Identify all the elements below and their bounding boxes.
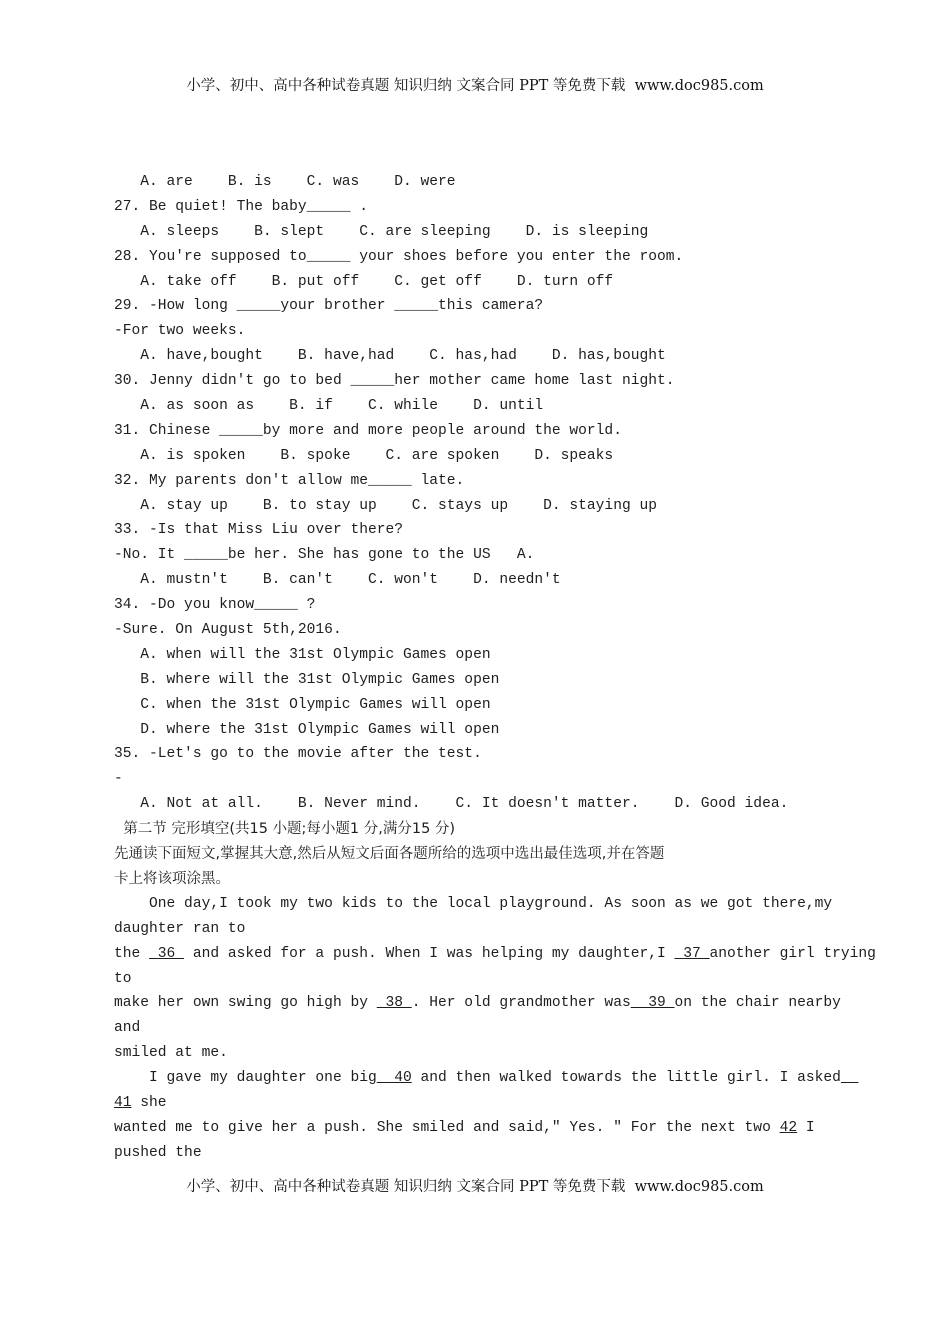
section-title: 第二节 完形填空(共15 小题;每小题1 分,满分15 分)	[114, 821, 456, 838]
passage-text: smiled at me.	[114, 1045, 228, 1062]
question-line: A. mustn't B. can't C. won't D. needn't	[114, 572, 561, 589]
question-line: 35. -Let's go to the movie after the test.	[114, 746, 482, 763]
page-header: 小学、初中、高中各种试卷真题 知识归纳 文案合同 PPT 等免费下载 www.doc985.com	[186, 78, 764, 94]
cloze-blank: 36	[149, 945, 185, 962]
question-line: A. have,bought B. have,had C. has,had D. has,bought	[114, 348, 666, 365]
question-line: 34. -Do you know_____ ?	[114, 597, 316, 614]
question-line: A. Not at all. B. Never mind. C. It doesn't matter. D. Good idea.	[114, 796, 789, 813]
passage-line	[114, 942, 876, 967]
passage-text: make her own swing go high by	[114, 995, 377, 1012]
passage-text: One day,I took my two kids to the local playground. As soon as we got there,my	[114, 895, 833, 912]
passage-text: and then walked towards the little girl. I asked	[411, 1070, 841, 1087]
passage-text: the	[114, 945, 150, 962]
passage-line	[114, 1066, 844, 1091]
cloze-blank	[841, 1070, 859, 1086]
question-line: 32. My parents don't allow me_____ late.	[114, 472, 465, 489]
question-line: A. sleeps B. slept C. are sleeping D. is sleeping	[114, 223, 649, 240]
passage-text: daughter ran to	[114, 920, 246, 937]
question-line: 33. -Is that Miss Liu over there?	[114, 522, 404, 539]
passage-line	[114, 1016, 844, 1041]
question-list	[114, 170, 844, 817]
question-line: A. take off B. put off C. get off D. turn off	[114, 273, 614, 290]
passage-text: I gave my daughter one big	[114, 1070, 377, 1087]
passage-text: she	[131, 1094, 167, 1111]
passage-line	[114, 967, 844, 992]
passage-text: pushed the	[114, 1144, 202, 1161]
passage-line	[114, 917, 844, 942]
question-line: 28. You're supposed to_____ your shoes before you enter the room.	[114, 248, 684, 265]
question-line: A. as soon as B. if C. while D. until	[114, 398, 544, 415]
question-line: A. are B. is C. was D. were	[114, 174, 456, 190]
passage-line	[114, 1091, 844, 1116]
section-instruction: 先通读下面短文,掌握其大意,然后从短文后面各题所给的选项中选出最佳选项,并在答题	[114, 846, 665, 863]
passage-text: and asked for a push. When I was helping my daughter,I	[184, 945, 675, 962]
question-line: B. where will the 31st Olympic Games open	[114, 671, 500, 688]
exam-content	[114, 170, 876, 1166]
question-line: A. when will the 31st Olympic Games open	[114, 646, 491, 663]
passage-text: . Her old grandmother was	[411, 995, 631, 1012]
question-line: D. where the 31st Olympic Games will open	[114, 721, 500, 738]
question-line: 30. Jenny didn't go to bed _____her mother came home last night.	[114, 373, 675, 390]
cloze-blank: 38	[376, 995, 412, 1012]
passage-line	[114, 892, 844, 917]
passage-text: another girl trying	[709, 945, 876, 962]
page-footer: 小学、初中、高中各种试卷真题 知识归纳 文案合同 PPT 等免费下载 www.doc985.com	[186, 1179, 764, 1195]
passage-line	[114, 991, 844, 1016]
passage-line	[114, 1041, 844, 1066]
question-line: -	[114, 771, 123, 788]
passage-line	[114, 1116, 844, 1141]
passage-text: I	[797, 1119, 815, 1136]
passage-text: wanted me to give her a push. She smiled and said," Yes. " For the next two	[114, 1119, 780, 1136]
question-line: 27. Be quiet! The baby_____ .	[114, 198, 368, 215]
section-instruction-cont: 卡上将该项涂黑。	[114, 870, 230, 887]
question-line: A. stay up B. to stay up C. stays up D. staying up	[114, 497, 657, 514]
cloze-passage	[114, 892, 876, 1166]
cloze-blank: 39	[630, 995, 675, 1012]
passage-line	[114, 1141, 844, 1166]
passage-text: on the chair nearby	[674, 995, 841, 1012]
question-line: C. when the 31st Olympic Games will open	[114, 696, 491, 713]
cloze-blank: 37	[674, 945, 710, 962]
passage-text: to	[114, 970, 132, 987]
question-line: 29. -How long _____your brother _____this camera?	[114, 298, 544, 315]
question-line: A. is spoken B. spoke C. are spoken D. speaks	[114, 447, 614, 464]
passage-text: and	[114, 1020, 141, 1037]
question-line: -For two weeks.	[114, 323, 246, 340]
question-line: 31. Chinese _____by more and more people around the world.	[114, 422, 622, 439]
cloze-blank: 41	[114, 1094, 132, 1111]
cloze-blank: 42	[779, 1119, 798, 1136]
question-line: -No. It _____be her. She has gone to the US A.	[114, 547, 535, 564]
cloze-blank: 40	[376, 1070, 412, 1087]
question-line: -Sure. On August 5th,2016.	[114, 622, 342, 639]
